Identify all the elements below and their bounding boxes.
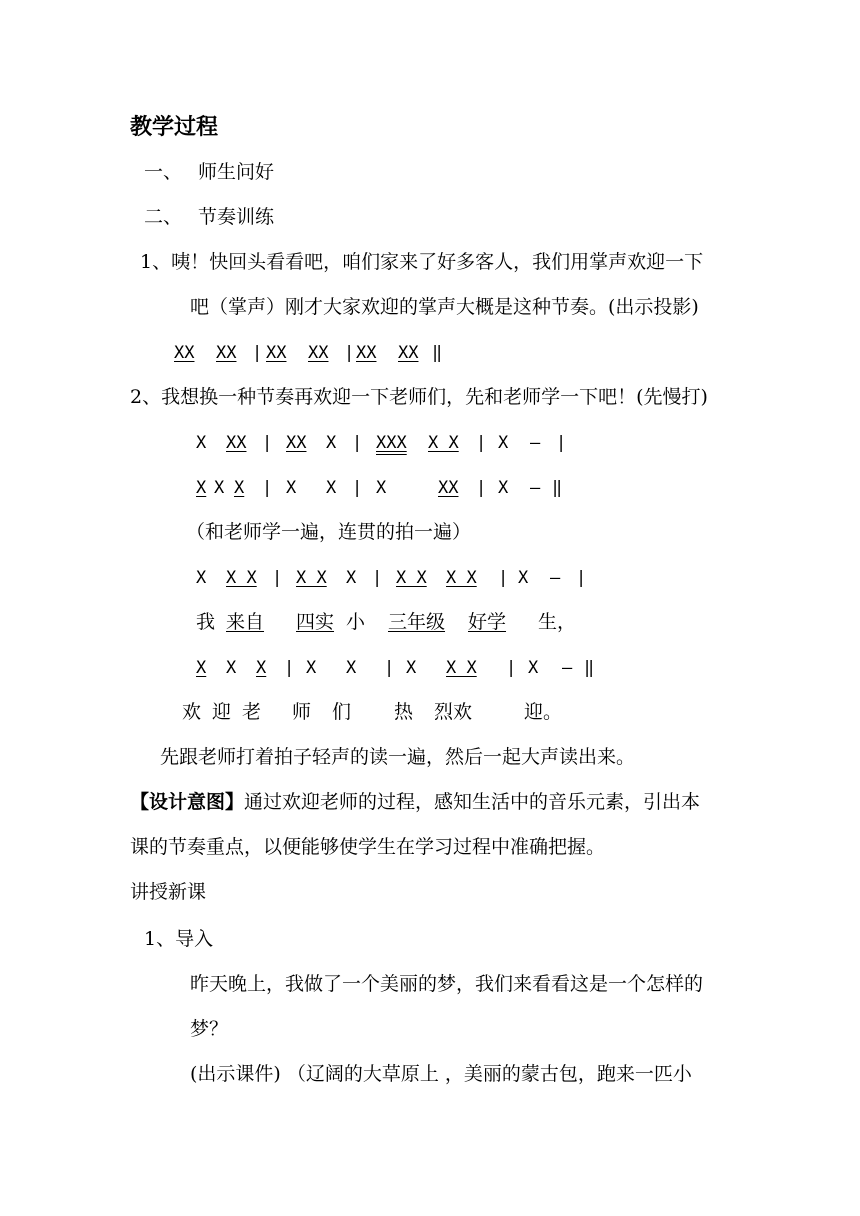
rhythm-note: X: [346, 658, 357, 678]
rhythm-note: X X: [226, 568, 257, 588]
bar-line: |: [344, 343, 355, 363]
lyric: 小: [346, 611, 366, 633]
bar-line: |: [352, 478, 363, 498]
bar-line: |: [506, 658, 517, 678]
bar-line: |: [262, 433, 273, 453]
paragraph-4-line-2: 梦？: [190, 1018, 229, 1040]
paragraph-4-line-1: 昨天晚上，我做了一个美丽的梦，我们来看看这是一个怎样的: [190, 973, 704, 995]
paragraph-2: 2、我想换一种节奏再欢迎一下老师们，先和老师学一下吧！(先慢打): [130, 386, 708, 408]
rhythm-note: X: [196, 658, 207, 678]
lyric: 迎。: [524, 701, 563, 723]
lyric: 迎: [212, 701, 232, 723]
rhythm-note: X: [406, 658, 417, 678]
bar-line: |: [556, 433, 567, 453]
paragraph-3: 先跟老师打着拍子轻声的读一遍，然后一起大声读出来。: [160, 746, 636, 768]
paragraph-1-line-1: 1、咦！快回头看看吧，咱们家来了好多客人，我们用掌声欢迎一下: [140, 251, 704, 273]
lyric: 们: [332, 701, 352, 723]
design-intent-line-2: 课的节奏重点，以便能够使学生在学习过程中准确把握。: [130, 836, 606, 858]
lyric: 师: [292, 701, 312, 723]
lyric: 来自: [226, 611, 265, 633]
dash: —: [530, 433, 541, 453]
bar-line: |: [262, 478, 273, 498]
rhythm-note: X: [214, 478, 225, 498]
rhythm-note: X: [326, 478, 337, 498]
lyric: 好学: [468, 611, 507, 633]
rhythm-note: X: [346, 568, 357, 588]
lyric: 四实: [296, 611, 335, 633]
lyric: 欢: [182, 701, 202, 723]
rhythm-note: XX: [226, 433, 247, 453]
rhythm-note: X: [498, 433, 509, 453]
rhythm-note: X: [226, 658, 237, 678]
rhythm-note: X: [196, 568, 207, 588]
rhythm-note: XX: [216, 343, 237, 363]
rhythm-note: XX: [438, 478, 459, 498]
dash: —: [562, 658, 573, 678]
end-bar-line: ‖: [552, 478, 563, 498]
rhythm-note: X X: [446, 658, 477, 678]
rhythm-note: X: [196, 433, 207, 453]
rhythm-note: XX: [308, 343, 329, 363]
new-lesson-heading: 讲授新课: [130, 881, 207, 903]
bar-line: |: [372, 568, 383, 588]
intro-heading: 1、导入: [144, 928, 214, 950]
rhythm-note: X: [234, 478, 245, 498]
bar-line: |: [476, 433, 487, 453]
section-two-number: 二、: [144, 206, 183, 228]
paragraph-1-line-2: 吧（掌声）刚才大家欢迎的掌声大概是这种节奏。(出示投影): [190, 296, 699, 318]
bar-line: |: [252, 343, 263, 363]
practice-note: （和老师学一遍，连贯的拍一遍）: [186, 521, 472, 543]
dash: —: [530, 478, 541, 498]
rhythm-note: X: [498, 478, 509, 498]
bar-line: |: [272, 568, 283, 588]
rhythm-note: X: [528, 658, 539, 678]
design-intent-line-1: [130, 790, 700, 814]
bar-line: |: [576, 568, 587, 588]
section-heading: 教学过程: [130, 115, 219, 140]
rhythm-note: X: [376, 478, 387, 498]
bar-line: |: [284, 658, 295, 678]
design-intent-text: 通过欢迎老师的过程，感知生活中的音乐元素，引出本: [244, 791, 701, 813]
rhythm-note: X X: [396, 568, 427, 588]
lyric: 我: [196, 611, 216, 633]
rhythm-note: X X: [446, 568, 477, 588]
rhythm-note: X X: [428, 433, 459, 453]
lyric: 热: [394, 701, 414, 723]
bar-line: |: [384, 658, 395, 678]
bar-line: |: [352, 433, 363, 453]
dash: —: [550, 568, 561, 588]
rhythm-note: X: [196, 478, 207, 498]
paragraph-5: (出示课件) （辽阔的大草原上 ，美丽的蒙古包，跑来一匹小: [190, 1063, 692, 1085]
rhythm-note: X: [256, 658, 267, 678]
rhythm-note: X: [286, 478, 297, 498]
rhythm-note: XXX: [376, 433, 407, 453]
section-two-text: 节奏训练: [198, 206, 275, 228]
lyric: 烈欢: [434, 701, 473, 723]
rhythm-note: X: [518, 568, 529, 588]
lyric: 老: [242, 701, 262, 723]
rhythm-note: XX: [286, 433, 307, 453]
rhythm-note: X X: [296, 568, 327, 588]
section-one-text: 师生问好: [198, 161, 275, 183]
section-one-number: 一、: [144, 161, 183, 183]
end-bar-line: ‖: [584, 658, 595, 678]
end-bar-line: ‖: [432, 343, 443, 363]
design-intent-label: 【设计意图】: [130, 791, 245, 813]
lyric: 三年级: [388, 611, 446, 633]
rhythm-note: XX: [398, 343, 419, 363]
rhythm-note: XX: [174, 343, 195, 363]
rhythm-note: XX: [266, 343, 287, 363]
rhythm-note: X: [306, 658, 317, 678]
rhythm-note: X: [326, 433, 337, 453]
rhythm-note: XX: [356, 343, 377, 363]
bar-line: |: [498, 568, 509, 588]
lyric: 生，: [538, 611, 577, 633]
bar-line: |: [476, 478, 487, 498]
